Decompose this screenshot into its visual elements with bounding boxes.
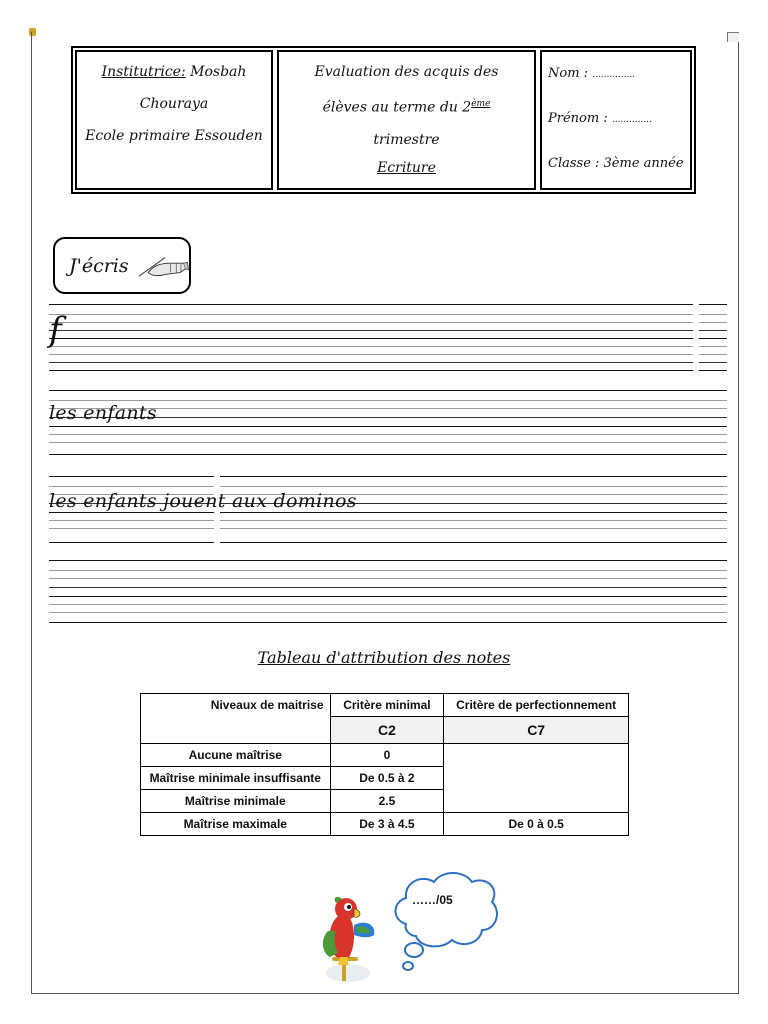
teacher-name-second: Chouraya [139,96,209,112]
class-label: Classe : 3ème année [548,156,684,171]
section-label: J'écris [69,254,129,277]
code-c2: C2 [330,717,444,744]
page-corner-fold [727,32,739,42]
row-level: Maîtrise minimale insuffisante [141,767,331,790]
header-min-criterion: Critère minimal [330,694,444,717]
firstname-label: Prénom : [548,111,608,126]
writing-lines-4 [49,558,727,626]
parrot-icon [318,895,380,985]
section-badge [53,237,191,294]
title-cell [277,50,536,190]
table-row [141,744,629,767]
row-perf-value: De 0 à 0.5 [444,813,629,836]
title-line-1: Evaluation des acquis des [314,64,499,80]
title-line-3: trimestre [373,131,440,148]
row-min-value: 0 [330,744,444,767]
firstname-blank: .............. [611,115,652,125]
row-min-value: De 0.5 à 2 [330,767,444,790]
model-word-les-enfants: les enfants [49,402,157,424]
row-min-value: 2.5 [330,790,444,813]
title-superscript: ème [471,99,491,109]
header-table [71,46,696,194]
row-level: Maîtrise minimale [141,790,331,813]
table-title: Tableau d'attribution des notes [257,648,511,667]
school-name: Ecole primaire Essouden [85,128,263,144]
teacher-cell [75,50,273,190]
model-letter-f: f [49,310,62,350]
name-blank: ............... [592,70,636,80]
score-label: ……/05 [412,893,453,907]
table-row [141,813,629,836]
row-min-value: De 3 à 4.5 [330,813,444,836]
subject-title: Ecriture [377,159,436,176]
grading-table [140,693,629,836]
writing-lines-1 [49,300,727,372]
writing-lines-3 [49,474,727,546]
teacher-name-first: Mosbah [190,64,247,80]
row-level: Aucune maîtrise [141,744,331,767]
header-perf-criterion: Critère de perfectionnement [444,694,629,717]
model-sentence: les enfants jouent aux dominos [49,490,357,512]
writing-lines-2 [49,388,727,458]
thought-cloud-icon [388,868,500,980]
code-c7: C7 [444,717,629,744]
writing-hand-icon [137,251,189,281]
name-label: Nom : [548,66,589,81]
row-level: Maîtrise maximale [141,813,331,836]
teacher-label: Institutrice: [101,64,186,80]
student-info-cell [540,50,692,190]
header-levels: Niveaux de maitrise [141,694,331,744]
row-perf-value-merged [444,744,629,813]
title-line-2: élèves au terme du 2 [322,99,472,116]
